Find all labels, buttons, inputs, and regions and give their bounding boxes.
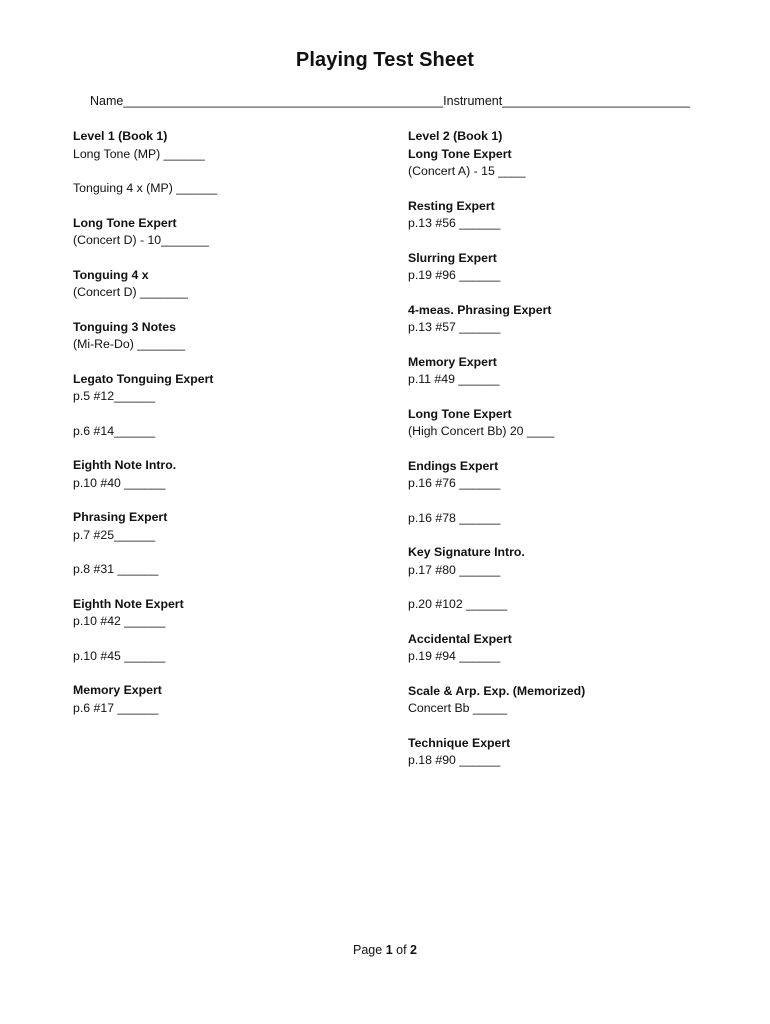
section-heading: Memory Expert [73,683,162,697]
test-item-section [73,371,217,406]
test-entry-line: Long Tone (MP) ______ [73,146,205,161]
test-entry-line: (Concert A) - 15 ____ [408,164,526,178]
instrument-blank: ___________________________ [502,94,690,108]
test-entry-line: p.16 #78 ______ [408,510,501,525]
test-entry-line: p.11 #49 ______ [408,372,500,386]
test-item-section [73,180,217,198]
test-item-section [73,128,217,163]
test-item-section [408,302,585,337]
section-heading: Scale & Arp. Exp. (Memorized) [408,683,586,698]
section-heading: Memory Expert [408,354,497,369]
section-heading: Slurring Expert [408,250,497,265]
test-item-section [408,631,585,666]
test-entry-line: p.10 #42 ______ [73,614,166,628]
name-blank: ______________________________________________ [123,94,444,108]
section-heading: Level 2 (Book 1) [408,129,503,143]
test-item-section [73,596,217,631]
test-entry-line: p.18 #90 ______ [408,753,501,767]
test-entry-line: p.6 #17 ______ [73,700,159,715]
section-heading: Long Tone Expert [408,146,512,161]
test-entry-line: p.6 #14______ [73,423,156,438]
test-item-section [408,596,585,614]
test-entry-line: p.7 #25______ [73,527,156,542]
test-entry-line: p.8 #31 ______ [73,562,159,576]
page-title: Playing Test Sheet [295,49,475,71]
name-instrument-line [90,94,690,108]
test-item-section [73,682,217,717]
section-heading: Eighth Note Expert [73,596,184,611]
section-heading: Tonguing 3 Notes [73,319,176,334]
section-heading: Accidental Expert [408,631,512,646]
section-heading: Tonguing 4 x [73,267,149,282]
section-heading: Resting Expert [408,198,495,213]
test-entry-line: p.5 #12______ [73,389,156,403]
test-item-section [73,423,217,441]
test-item-section [408,458,585,493]
footer-page-word: Page [353,943,386,957]
test-item-section [408,354,585,389]
section-heading: Phrasing Expert [73,510,168,524]
test-item-section [73,457,217,492]
test-entry-line: p.19 #94 ______ [408,649,501,663]
test-item-section [73,648,217,666]
footer-current-page: 1 [385,943,393,957]
test-entry-line: p.19 #96 ______ [408,268,501,282]
level-1-column [73,128,217,734]
test-item-section [73,319,217,354]
test-entry-line: (High Concert Bb) 20 ____ [408,424,555,438]
test-entry-line: p.10 #45 ______ [73,648,166,663]
section-heading: Key Signature Intro. [408,545,525,559]
section-heading: Long Tone Expert [73,215,177,230]
footer-of-word: of [392,943,411,957]
test-entry-line: p.13 #57 ______ [408,320,501,334]
test-entry-line: (Concert D) _______ [73,285,188,299]
page-footer [0,943,770,957]
test-entry-line: p.17 #80 ______ [408,562,501,577]
section-heading: Legato Tonguing Expert [73,371,214,386]
section-heading: Long Tone Expert [408,406,512,421]
test-item-section [73,561,217,579]
test-item-section [408,406,585,441]
test-item-section [73,215,217,250]
section-heading: Eighth Note Intro. [73,458,177,472]
test-entry-line: (Mi-Re-Do) _______ [73,337,186,351]
test-entry-line: p.13 #56 ______ [408,216,501,230]
test-item-section [408,198,585,233]
instrument-label: Instrument [443,94,503,108]
test-entry-line: p.10 #40 ______ [73,475,166,490]
section-heading: Level 1 (Book 1) [73,129,168,143]
level-2-column [408,128,585,787]
test-item-section [408,250,585,285]
section-heading: 4-meas. Phrasing Expert [408,302,552,317]
test-entry-line: Concert Bb _____ [408,701,508,715]
test-item-section [408,544,585,579]
test-item-section [73,267,217,302]
section-heading: Endings Expert [408,458,499,473]
test-item-section [408,128,585,181]
test-entry-line: p.16 #76 ______ [408,476,501,490]
test-item-section [408,683,585,718]
name-label: Name [90,94,124,108]
test-item-section [408,510,585,528]
footer-total-pages: 2 [410,943,417,957]
test-entry-line: Tonguing 4 x (MP) ______ [73,181,218,195]
test-item-section [73,509,217,544]
section-heading: Technique Expert [408,735,511,750]
test-entry-line: p.20 #102 ______ [408,597,508,611]
test-item-section [408,735,585,770]
test-entry-line: (Concert D) - 10_______ [73,233,210,247]
